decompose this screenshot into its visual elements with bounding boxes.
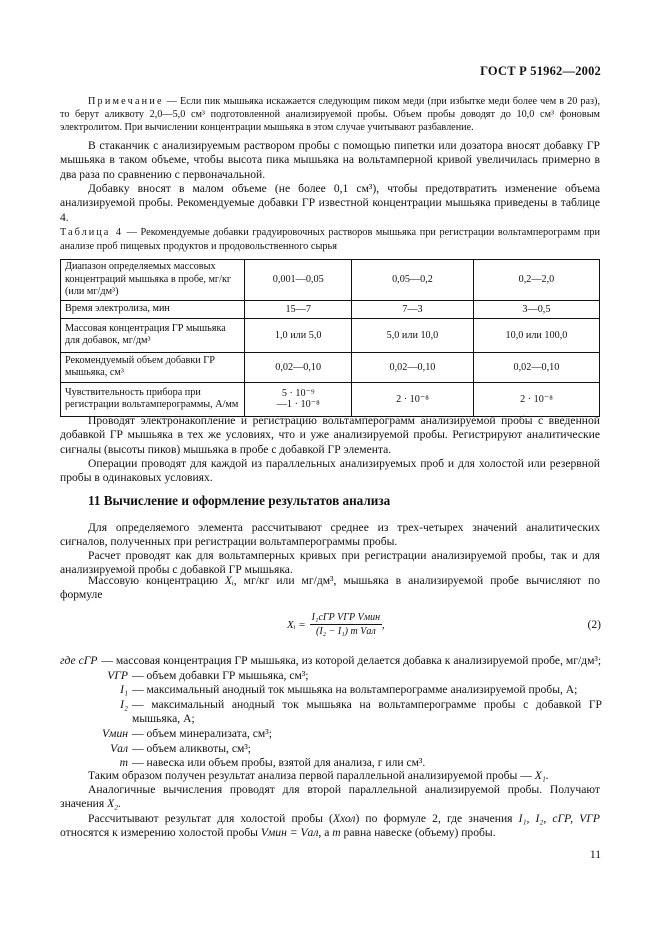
paragraph-mass-concentration <box>60 574 600 603</box>
table-row <box>61 382 600 416</box>
symbol-xi: Xᵢ <box>224 574 234 587</box>
row-header: Время электролиза, мин <box>61 300 245 318</box>
definition-text: — объем аликвоты, см³; <box>132 741 252 755</box>
definition-text: — навеска или объем пробы, взятой для анализа, г или см³. <box>132 756 426 770</box>
definition-text: — объем добавки ГР мышьяка, см³; <box>132 668 309 682</box>
paragraph-add-standard: В стаканчик с анализируемым раствором пробы с помощью пипетки или дозатора вносят добавку ГР мышьяка в таком объеме, чтобы высота пика мышьяка на вольтамперной кривой увеличилась примерно в два раза по сравнению с первоначальной. <box>60 139 600 181</box>
definition-symbol: I₂ <box>120 697 128 711</box>
variable-definitions <box>60 654 602 771</box>
row-header: Диапазон определяемых массовых концентраций мышьяка в пробе, мг/кг (или мг/дм³) <box>61 260 245 301</box>
table-cell: 0,001—0,05 <box>245 260 352 301</box>
text-fragment: , а <box>318 826 333 840</box>
definition-symbol: I₁ <box>120 683 128 697</box>
table-cell: 15—7 <box>245 300 352 318</box>
table-cell: 10,0 или 100,0 <box>473 318 599 352</box>
table-cell: 2 · 10⁻⁸ <box>352 382 474 416</box>
table-cell: 2 · 10⁻⁸ <box>473 382 599 416</box>
table-cell: 0,05—0,2 <box>352 260 474 301</box>
formula-number: (2) <box>587 618 601 631</box>
symbol-m: m <box>332 826 341 840</box>
definition-row <box>60 669 602 684</box>
table-caption-text: — Рекомендуемые добавки градуировочных растворов мышьяка при регистрации вольтамперограмм при анализе проб пищевых продуктов и продовольственного сырья <box>60 227 601 252</box>
sensitivity-lower: —1 · 10⁻⁸ <box>276 399 320 410</box>
text-fragment: Рассчитывают результат для холостой пробы ( <box>88 812 333 825</box>
text-fragment: относятся к измерению холостой пробы <box>60 826 261 840</box>
definition-symbol: Vмин <box>101 726 128 740</box>
table-cell: 7—3 <box>352 300 474 318</box>
page-number: 11 <box>589 848 601 861</box>
definition-text: — максимальный анодный ток мышьяка на вольтамперограмме анализируемой пробы, А; <box>132 683 578 697</box>
symbol-list: I₁, I₂, cГР, VГР <box>518 812 600 825</box>
sensitivity-upper: 5 · 10⁻⁹ <box>281 388 315 399</box>
table-cell: 0,2—2,0 <box>473 260 599 301</box>
definition-symbol: m <box>119 756 128 770</box>
paragraph-second-result <box>60 783 600 812</box>
paragraph-parallel-samples: Операции проводят для каждой из параллельных анализируемых проб и для холостой или резервной пробы в одинаковых условиях. <box>60 457 600 485</box>
formula-tail: , <box>382 618 385 631</box>
formula-fraction <box>310 612 382 637</box>
row-header: Рекомендуемый объем добавки ГР мышьяка, см³ <box>61 352 245 382</box>
table-caption-label: Таблица 4 <box>60 227 124 238</box>
recommended-additions-table <box>60 259 600 417</box>
paragraph-add-volume: Добавку вносят в малом объеме (не более 0,1 см³), чтобы предотвратить изменение объема анализируемой пробы. Рекомендуемые добавки ГР известной концентрации мышьяка приведены в таблице 4. <box>60 182 600 224</box>
definition-text: — массовая концентрация ГР мышьяка, из которой делается добавка к анализируемой пробе, мг/дм³; <box>101 654 602 667</box>
definition-row <box>60 683 602 698</box>
text-fragment: Аналогичные вычисления проводят для второй параллельной анализируемой пробы. Получают значения <box>60 783 600 811</box>
symbol-condition: Vмин = Vал <box>260 826 319 840</box>
formula-numerator: I₁cГР VГР Vмин <box>311 612 381 623</box>
table-cell <box>245 382 352 416</box>
table-cell: 0,02—0,10 <box>352 352 474 382</box>
paragraph-first-result <box>60 769 600 783</box>
table-cell: 5,0 или 10,0 <box>352 318 474 352</box>
row-header: Чувствительность прибора при регистрации вольтамперограммы, А/мм <box>61 382 245 416</box>
paragraph-electroaccumulation: Проводят электронакопление и регистрацию вольтамперограмм анализируемой пробы с введенной добавкой ГР мышьяка в тех же условиях, что и уже анализируемой пробы. Регистрируют аналитические сигналы (высоты пиков) мышьяка в пробе с добавкой ГР элемента. <box>60 414 600 456</box>
paragraph-average: Для определяемого элемента рассчитывают среднее из трех-четырех значений аналитических сигналов, полученных при регистрации вольтамперограммы пробы. <box>60 521 600 549</box>
formula-lhs: Xᵢ = <box>287 618 306 631</box>
document-code: ГОСТ Р 51962—2002 <box>480 64 601 78</box>
note-paragraph <box>60 95 600 134</box>
table-row <box>61 352 600 382</box>
row-header: Массовая концентрация ГР мышьяка для добавок, мг/дм³ <box>61 318 245 352</box>
definition-symbol: Vал <box>110 741 128 755</box>
paragraph-calculation: Расчет проводят как для вольтамперных кривых при регистрации анализируемой пробы, так и для анализируемой пробы с добавкой ГР мышьяка. <box>60 549 600 577</box>
text-fragment: ) по формуле 2, где значения <box>355 812 519 825</box>
text-fragment: равна навеске (объему) пробы. <box>340 826 496 840</box>
table-caption <box>60 226 600 253</box>
definition-row <box>60 654 602 669</box>
table-cell: 0,02—0,10 <box>245 352 352 382</box>
table-cell: 1,0 или 5,0 <box>245 318 352 352</box>
definition-row <box>60 698 602 727</box>
note-text: — Если пик мышьяка искажается следующим пиком меди (при избытке меди более чем в 20 раз), то берут аликвоту 2,0—5,0 см³ подготовленной анализируемой пробы. Объем пробы доводят до 10,0 см³ фоновым электролитом. При вычислении концентрации мышьяка в этом случае учитывают разбавление. <box>60 96 600 133</box>
table-cell: 0,02—0,10 <box>473 352 599 382</box>
text-fragment: Таким образом получен результат анализа первой параллельной анализируемой пробы — <box>88 769 535 782</box>
table-row <box>61 300 600 318</box>
definition-text: — объем минерализата, см³; <box>132 726 272 740</box>
symbol-xhol: Xхол <box>332 812 356 825</box>
symbol-x2: X₂. <box>107 797 122 811</box>
table-row <box>61 260 600 301</box>
definition-text: — максимальный анодный ток мышьяка на вольтамперограмме пробы с добавкой ГР мышьяка, А; <box>132 697 602 726</box>
definition-row <box>60 742 602 757</box>
note-label: Примечание <box>88 96 164 107</box>
definition-row <box>60 727 602 742</box>
text-fragment: , мг/кг или мг/дм³, мышьяка в анализируемой пробе вычисляют по формуле <box>60 574 600 602</box>
definition-symbol: где cГР <box>60 654 98 667</box>
paragraph-blank-sample <box>60 812 600 841</box>
formula-denominator: (I₂ − I₁) m Vал <box>315 626 376 637</box>
text-fragment: Массовую концентрацию <box>88 574 225 587</box>
section-title: 11 Вычисление и оформление результатов анализа <box>88 493 391 508</box>
table-cell: 3—0,5 <box>473 300 599 318</box>
symbol-x1: X₁. <box>534 769 549 782</box>
table-row <box>61 318 600 352</box>
formula-2 <box>287 612 385 637</box>
definition-symbol: VГР <box>107 668 128 682</box>
